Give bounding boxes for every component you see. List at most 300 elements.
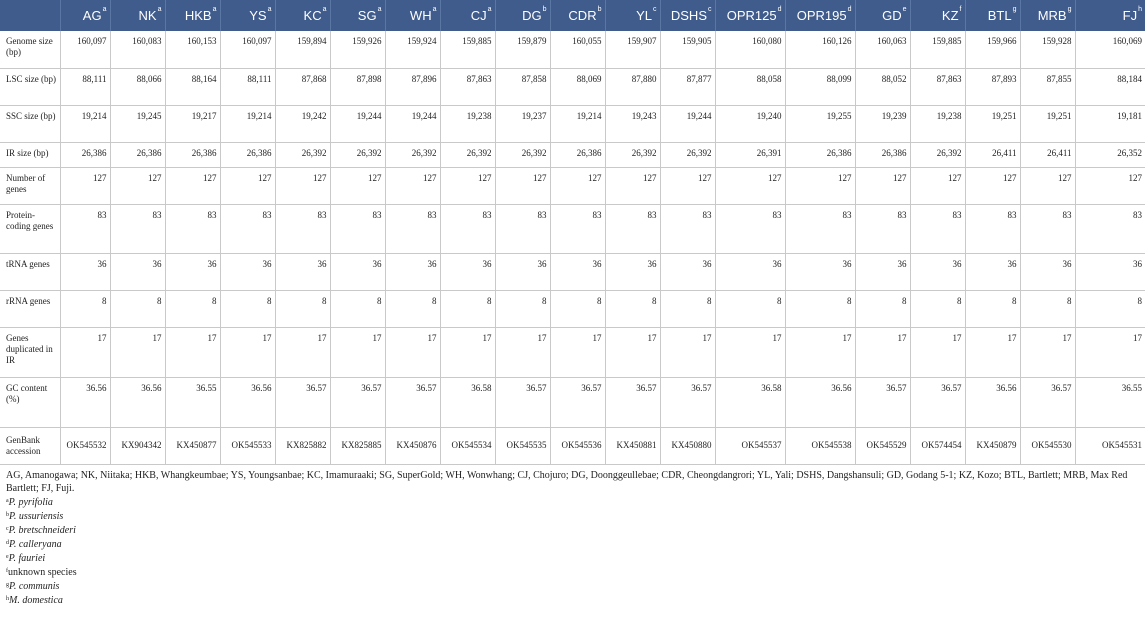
- table-body: [0, 31, 1145, 464]
- table-cell: 127: [550, 167, 605, 204]
- row-label: GC content (%): [0, 377, 60, 427]
- table-cell: 26,392: [605, 142, 660, 167]
- column-header-footnote-mark: a: [212, 6, 217, 13]
- table-row: [0, 253, 1145, 290]
- table-cell: 127: [165, 167, 220, 204]
- column-header-label: HKB: [184, 8, 212, 23]
- table-cell: 83: [220, 204, 275, 253]
- row-label: Genes duplicated in IR: [0, 327, 60, 377]
- table-cell: 19,239: [855, 105, 910, 142]
- table-cell: 87,868: [275, 68, 330, 105]
- column-header-footnote-mark: a: [432, 6, 437, 13]
- table-cell: 36: [220, 253, 275, 290]
- column-header-footnote-mark: a: [157, 6, 162, 13]
- table-cell: 36.57: [1020, 377, 1075, 427]
- species-note: [6, 510, 1137, 523]
- table-cell: 26,386: [785, 142, 855, 167]
- table-cell: 159,879: [495, 31, 550, 68]
- table-cell: 36: [910, 253, 965, 290]
- column-header-mrb: [1020, 0, 1075, 31]
- table-cell: 26,386: [165, 142, 220, 167]
- table-cell: 159,905: [660, 31, 715, 68]
- table-cell: 8: [60, 290, 110, 327]
- table-cell: 159,924: [385, 31, 440, 68]
- table-cell: 19,217: [165, 105, 220, 142]
- table-cell: 83: [605, 204, 660, 253]
- table-cell: 19,181: [1075, 105, 1145, 142]
- column-header-label: WH: [409, 8, 432, 23]
- table-cell: 19,214: [220, 105, 275, 142]
- column-header-kc: [275, 0, 330, 31]
- column-header-label: FJ: [1122, 8, 1138, 23]
- table-cell: 17: [785, 327, 855, 377]
- table-cell: 19,244: [660, 105, 715, 142]
- table-cell: 159,926: [330, 31, 385, 68]
- column-header-kz: [910, 0, 965, 31]
- species-note: [6, 566, 1137, 579]
- table-cell: 17: [165, 327, 220, 377]
- table-cell: 26,392: [385, 142, 440, 167]
- table-cell: 36: [715, 253, 785, 290]
- table-cell: OK545529: [855, 427, 910, 464]
- table-cell: 8: [275, 290, 330, 327]
- table-cell: 17: [275, 327, 330, 377]
- table-cell: 88,052: [855, 68, 910, 105]
- table-cell: 127: [110, 167, 165, 204]
- column-header-cdr: [550, 0, 605, 31]
- table-cell: 17: [550, 327, 605, 377]
- column-header-label: OPR125: [726, 8, 777, 23]
- table-cell: 17: [715, 327, 785, 377]
- table-cell: 26,392: [910, 142, 965, 167]
- table-cell: OK545533: [220, 427, 275, 464]
- column-header-label: SG: [357, 8, 377, 23]
- table-cell: 8: [440, 290, 495, 327]
- species-note: [6, 552, 1137, 565]
- table-cell: 160,069: [1075, 31, 1145, 68]
- table-cell: 19,255: [785, 105, 855, 142]
- table-cell: 83: [1075, 204, 1145, 253]
- table-cell: 8: [910, 290, 965, 327]
- table-cell: OK545536: [550, 427, 605, 464]
- note-text: P. pyrifolia: [8, 496, 53, 508]
- column-header-label: CDR: [568, 8, 597, 23]
- table-cell: 83: [110, 204, 165, 253]
- table-cell: 127: [855, 167, 910, 204]
- table-cell: 127: [385, 167, 440, 204]
- column-header-label: YS: [249, 8, 267, 23]
- column-header-gd: [855, 0, 910, 31]
- column-header-footnote-mark: h: [1138, 6, 1142, 13]
- table-cell: 36: [440, 253, 495, 290]
- table-cell: 83: [965, 204, 1020, 253]
- table-cell: KX450881: [605, 427, 660, 464]
- table-cell: 8: [785, 290, 855, 327]
- table-cell: 36: [550, 253, 605, 290]
- table-cell: 26,411: [1020, 142, 1075, 167]
- column-header-footnote-mark: b: [597, 6, 602, 13]
- column-header-label: AG: [82, 8, 102, 23]
- table-cell: KX825882: [275, 427, 330, 464]
- table-cell: 159,894: [275, 31, 330, 68]
- table-cell: 127: [965, 167, 1020, 204]
- table-cell: 17: [965, 327, 1020, 377]
- column-header-footnote-mark: c: [653, 6, 657, 13]
- table-cell: 36.57: [910, 377, 965, 427]
- table-row: [0, 105, 1145, 142]
- species-notes: [6, 496, 1137, 607]
- header-corner: [0, 0, 60, 31]
- table-cell: 127: [60, 167, 110, 204]
- column-header-opr195: [785, 0, 855, 31]
- column-header-footnote-mark: e: [902, 6, 907, 13]
- table-cell: 83: [660, 204, 715, 253]
- table-cell: 19,238: [440, 105, 495, 142]
- column-header-footnote-mark: g: [1067, 6, 1072, 13]
- table-cell: 19,244: [385, 105, 440, 142]
- column-header-ag: [60, 0, 110, 31]
- note-mark: c: [6, 525, 9, 532]
- table-cell: 17: [495, 327, 550, 377]
- table-cell: 19,242: [275, 105, 330, 142]
- column-header-ys: [220, 0, 275, 31]
- table-cell: 87,863: [440, 68, 495, 105]
- column-header-label: BTL: [987, 8, 1012, 23]
- note-text: P. bretschneideri: [8, 524, 76, 536]
- table-cell: 83: [910, 204, 965, 253]
- table-cell: 83: [550, 204, 605, 253]
- table-cell: 36: [60, 253, 110, 290]
- column-header-sg: [330, 0, 385, 31]
- table-cell: KX450880: [660, 427, 715, 464]
- table-cell: 36: [165, 253, 220, 290]
- row-label: Genome size (bp): [0, 31, 60, 68]
- table-cell: 88,058: [715, 68, 785, 105]
- table-cell: 127: [660, 167, 715, 204]
- table-cell: 160,055: [550, 31, 605, 68]
- note-mark: a: [6, 497, 9, 504]
- table-row: [0, 142, 1145, 167]
- table-header: [0, 0, 1145, 31]
- table-cell: 36.57: [605, 377, 660, 427]
- table-cell: 127: [495, 167, 550, 204]
- table-cell: 127: [1075, 167, 1145, 204]
- table-cell: OK545530: [1020, 427, 1075, 464]
- table-cell: 87,863: [910, 68, 965, 105]
- table-cell: 83: [165, 204, 220, 253]
- table-cell: OK545537: [715, 427, 785, 464]
- table-cell: 88,099: [785, 68, 855, 105]
- table-cell: 159,928: [1020, 31, 1075, 68]
- table-cell: 36: [1020, 253, 1075, 290]
- table-cell: 36: [495, 253, 550, 290]
- table-cell: 127: [910, 167, 965, 204]
- table-cell: 127: [220, 167, 275, 204]
- note-text: P. fauriei: [8, 552, 46, 564]
- row-label: rRNA genes: [0, 290, 60, 327]
- column-header-label: MRB: [1037, 8, 1067, 23]
- table-footnotes: [0, 465, 1145, 607]
- table-cell: 83: [385, 204, 440, 253]
- table-cell: 19,240: [715, 105, 785, 142]
- table-cell: 26,386: [220, 142, 275, 167]
- table-cell: 19,251: [1020, 105, 1075, 142]
- table-row: [0, 204, 1145, 253]
- column-header-footnote-mark: a: [102, 6, 107, 13]
- table-row: [0, 427, 1145, 464]
- table-cell: 87,858: [495, 68, 550, 105]
- note-mark: h: [6, 595, 9, 602]
- table-cell: 8: [660, 290, 715, 327]
- table-row: [0, 68, 1145, 105]
- table-cell: 19,237: [495, 105, 550, 142]
- table-cell: 17: [855, 327, 910, 377]
- table-cell: 88,069: [550, 68, 605, 105]
- table-cell: OK545538: [785, 427, 855, 464]
- table-cell: 127: [1020, 167, 1075, 204]
- column-header-footnote-mark: a: [487, 6, 492, 13]
- note-text: unknown species: [8, 566, 77, 578]
- table-cell: 17: [605, 327, 660, 377]
- table-cell: 87,896: [385, 68, 440, 105]
- table-cell: 26,386: [550, 142, 605, 167]
- table-cell: 8: [855, 290, 910, 327]
- table-cell: OK574454: [910, 427, 965, 464]
- table-cell: 8: [1020, 290, 1075, 327]
- table-cell: 26,386: [60, 142, 110, 167]
- table-row: [0, 377, 1145, 427]
- note-mark: d: [6, 539, 9, 546]
- column-header-dshs: [660, 0, 715, 31]
- table-cell: 26,392: [660, 142, 715, 167]
- table-cell: 88,184: [1075, 68, 1145, 105]
- table-cell: 36.56: [220, 377, 275, 427]
- table-cell: 87,877: [660, 68, 715, 105]
- table-cell: 19,238: [910, 105, 965, 142]
- table-cell: 87,898: [330, 68, 385, 105]
- table-cell: 36.58: [440, 377, 495, 427]
- table-cell: 160,080: [715, 31, 785, 68]
- table-cell: 36: [785, 253, 855, 290]
- table-cell: 36: [275, 253, 330, 290]
- table-cell: 83: [440, 204, 495, 253]
- table-cell: 160,083: [110, 31, 165, 68]
- table-cell: 36.56: [965, 377, 1020, 427]
- table-cell: 17: [60, 327, 110, 377]
- table-cell: 87,855: [1020, 68, 1075, 105]
- column-header-footnote-mark: f: [959, 6, 962, 13]
- table-cell: 19,214: [550, 105, 605, 142]
- column-header-label: NK: [138, 8, 157, 23]
- table-cell: 17: [440, 327, 495, 377]
- table-row: [0, 327, 1145, 377]
- table-cell: OK545534: [440, 427, 495, 464]
- table-cell: 26,386: [855, 142, 910, 167]
- table-cell: 127: [440, 167, 495, 204]
- table-cell: 36.57: [660, 377, 715, 427]
- column-header-label: DG: [522, 8, 542, 23]
- table-cell: 88,111: [220, 68, 275, 105]
- table-cell: 87,893: [965, 68, 1020, 105]
- abbreviations-note: AG, Amanogawa; NK, Niitaka; HKB, Whangkeumbae; YS, Youngsanbae; KC, Imamuraaki; SG, SuperGold; WH, Wonwhang; CJ, Chojuro; DG, Doonggeullebae; CDR, Cheongdangrori; YL, Yali; DSHS, Dangshansuli; GD, Godang 5-1; KZ, Kozo; BTL, Bartlett; MRB, Max Red Bartlett; FJ, Fuji.: [6, 469, 1128, 494]
- table-cell: 160,097: [220, 31, 275, 68]
- table-cell: 26,392: [330, 142, 385, 167]
- table-cell: 8: [550, 290, 605, 327]
- column-header-dg: [495, 0, 550, 31]
- table-cell: 83: [330, 204, 385, 253]
- table-cell: 36.57: [855, 377, 910, 427]
- table-cell: 160,153: [165, 31, 220, 68]
- table-cell: 83: [715, 204, 785, 253]
- table-cell: KX450879: [965, 427, 1020, 464]
- table-cell: 159,966: [965, 31, 1020, 68]
- table-cell: 36.56: [60, 377, 110, 427]
- table-row: [0, 167, 1145, 204]
- column-header-footnote-mark: c: [708, 6, 712, 13]
- species-note: [6, 524, 1137, 537]
- column-header-footnote-mark: a: [322, 6, 327, 13]
- column-header-wh: [385, 0, 440, 31]
- row-label: IR size (bp): [0, 142, 60, 167]
- table-cell: 8: [1075, 290, 1145, 327]
- table-row: [0, 31, 1145, 68]
- table-cell: 26,392: [440, 142, 495, 167]
- table-cell: 127: [715, 167, 785, 204]
- table-cell: 8: [965, 290, 1020, 327]
- column-header-footnote-mark: a: [267, 6, 272, 13]
- table-cell: 8: [110, 290, 165, 327]
- table-cell: 26,411: [965, 142, 1020, 167]
- table-cell: 19,244: [330, 105, 385, 142]
- table-cell: 26,391: [715, 142, 785, 167]
- table-cell: 160,097: [60, 31, 110, 68]
- table-cell: 87,880: [605, 68, 660, 105]
- table-cell: 127: [330, 167, 385, 204]
- row-label: LSC size (bp): [0, 68, 60, 105]
- table-cell: 36.55: [1075, 377, 1145, 427]
- table-cell: 17: [1020, 327, 1075, 377]
- table-cell: 36.57: [385, 377, 440, 427]
- table-cell: OK545535: [495, 427, 550, 464]
- table-cell: 83: [855, 204, 910, 253]
- table-cell: 83: [1020, 204, 1075, 253]
- column-header-label: KZ: [941, 8, 959, 23]
- table-cell: 26,392: [275, 142, 330, 167]
- note-mark: b: [6, 511, 9, 518]
- column-header-opr125: [715, 0, 785, 31]
- table-cell: 88,066: [110, 68, 165, 105]
- column-header-fj: [1075, 0, 1145, 31]
- table-cell: 36.56: [110, 377, 165, 427]
- table-cell: KX825885: [330, 427, 385, 464]
- table-cell: 17: [385, 327, 440, 377]
- table-cell: 19,245: [110, 105, 165, 142]
- table-cell: 159,885: [440, 31, 495, 68]
- table-cell: 8: [605, 290, 660, 327]
- note-mark: e: [6, 553, 9, 560]
- species-note: [6, 496, 1137, 509]
- column-header-btl: [965, 0, 1020, 31]
- table-cell: 17: [1075, 327, 1145, 377]
- table-cell: 159,885: [910, 31, 965, 68]
- table-cell: 83: [60, 204, 110, 253]
- note-text: P. communis: [9, 580, 60, 592]
- table-cell: 36: [660, 253, 715, 290]
- table-cell: KX450877: [165, 427, 220, 464]
- table-cell: 88,111: [60, 68, 110, 105]
- row-label: Number of genes: [0, 167, 60, 204]
- table-cell: 36: [385, 253, 440, 290]
- note-text: M. domestica: [9, 594, 63, 606]
- row-label: SSC size (bp): [0, 105, 60, 142]
- column-header-footnote-mark: d: [847, 6, 852, 13]
- table-cell: 8: [165, 290, 220, 327]
- table-cell: 36: [110, 253, 165, 290]
- table-cell: 17: [330, 327, 385, 377]
- column-header-label: KC: [303, 8, 322, 23]
- table-cell: 26,386: [110, 142, 165, 167]
- column-header-label: YL: [636, 8, 652, 23]
- table-cell: 36: [965, 253, 1020, 290]
- note-text: P. ussuriensis: [9, 510, 64, 522]
- species-note: [6, 538, 1137, 551]
- table-cell: 127: [605, 167, 660, 204]
- table-cell: 36: [855, 253, 910, 290]
- table-cell: 36: [330, 253, 385, 290]
- table-cell: OK545532: [60, 427, 110, 464]
- column-header-footnote-mark: d: [777, 6, 782, 13]
- table-cell: 36.57: [495, 377, 550, 427]
- table-cell: 8: [385, 290, 440, 327]
- table-cell: 36.57: [275, 377, 330, 427]
- table-cell: 160,126: [785, 31, 855, 68]
- table-cell: 17: [910, 327, 965, 377]
- table-cell: 160,063: [855, 31, 910, 68]
- table-cell: 36: [605, 253, 660, 290]
- table-cell: 36.56: [785, 377, 855, 427]
- table-cell: 127: [785, 167, 855, 204]
- table-cell: 8: [495, 290, 550, 327]
- table-cell: 17: [220, 327, 275, 377]
- table-cell: 36: [1075, 253, 1145, 290]
- row-label: tRNA genes: [0, 253, 60, 290]
- table-cell: 36.55: [165, 377, 220, 427]
- table-cell: 127: [275, 167, 330, 204]
- species-note: [6, 594, 1137, 607]
- table-cell: 26,392: [495, 142, 550, 167]
- species-note: [6, 580, 1137, 593]
- table-cell: 88,164: [165, 68, 220, 105]
- note-mark: f: [6, 567, 8, 574]
- column-header-nk: [110, 0, 165, 31]
- table-cell: 83: [275, 204, 330, 253]
- table-cell: 19,251: [965, 105, 1020, 142]
- table-cell: 17: [110, 327, 165, 377]
- table-cell: 8: [330, 290, 385, 327]
- table-cell: KX450876: [385, 427, 440, 464]
- table-cell: 36.58: [715, 377, 785, 427]
- column-header-footnote-mark: a: [377, 6, 382, 13]
- column-header-label: CJ: [470, 8, 487, 23]
- table-cell: 8: [220, 290, 275, 327]
- column-header-cj: [440, 0, 495, 31]
- table-cell: 36.57: [330, 377, 385, 427]
- column-header-footnote-mark: g: [1012, 6, 1017, 13]
- table-row: [0, 290, 1145, 327]
- table-cell: 8: [715, 290, 785, 327]
- column-header-label: GD: [882, 8, 902, 23]
- column-header-hkb: [165, 0, 220, 31]
